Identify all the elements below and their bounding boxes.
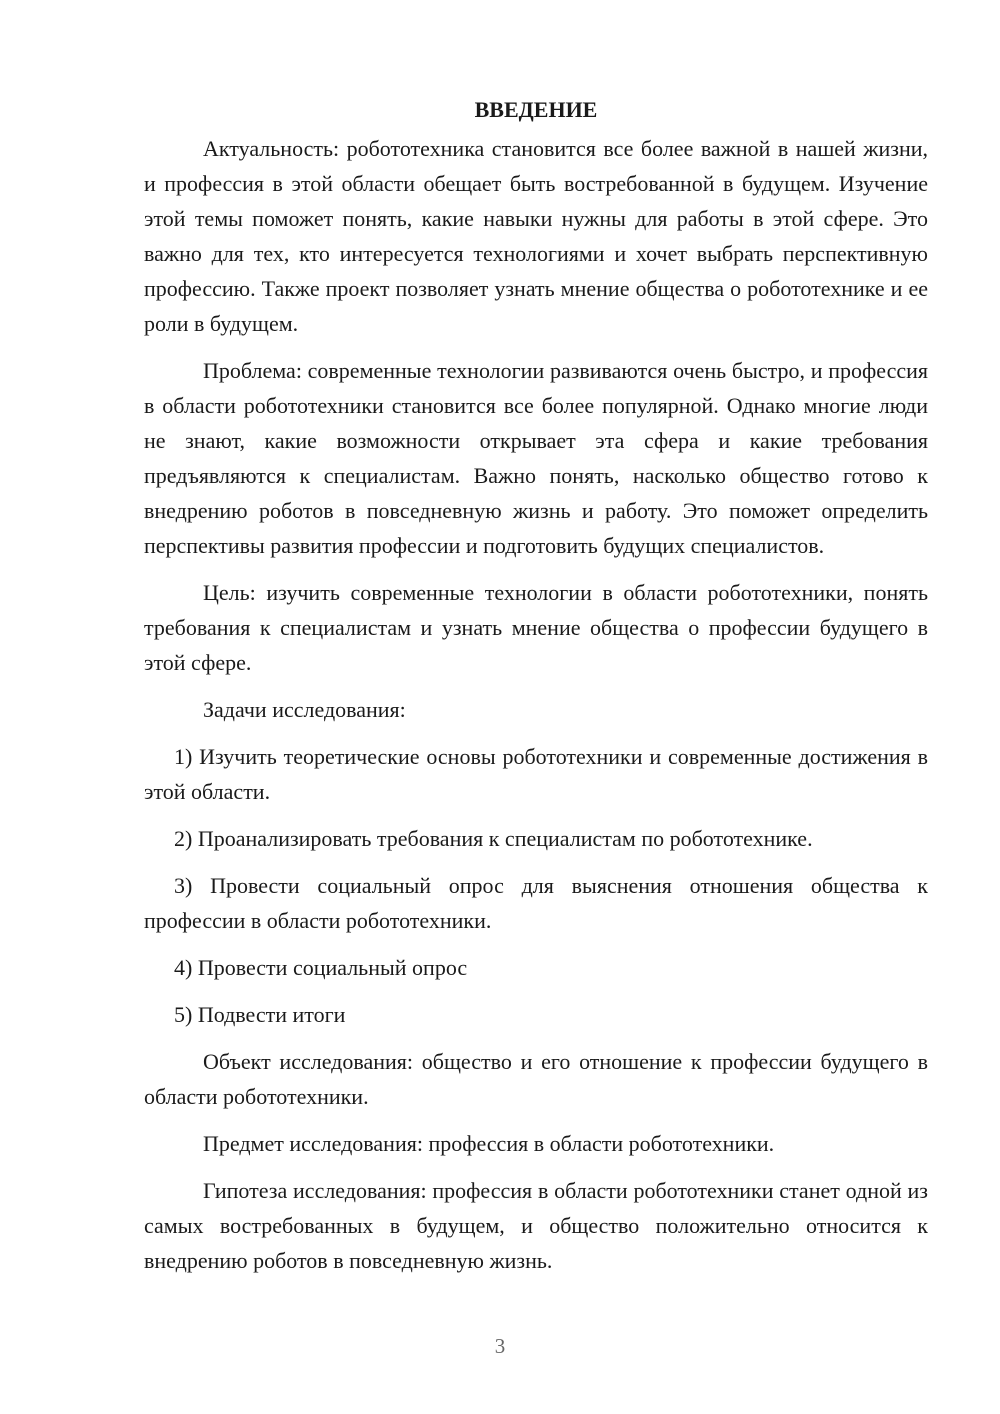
task-item-3: 3) Провести социальный опрос для выяснения отношения общества к профессии в области робототехники.	[144, 873, 928, 933]
task-item-4: 4) Провести социальный опрос	[174, 955, 468, 980]
paragraph-goal: Цель: изучить современные технологии в области робототехники, понять требования к специалистам и узнать мнение общества о профессии будущего в этой сфере.	[144, 580, 928, 675]
paragraph-object: Объект исследования: общество и его отношение к профессии будущего в области робототехники.	[144, 1049, 928, 1109]
document-page	[144, 92, 928, 1290]
paragraph-problem: Проблема: современные технологии развиваются очень быстро, и профессия в области робототехники становится все более популярной. Однако многие люди не знают, какие возможности открывает эта сфера и какие требования предъявляются к специалистам. Важно понять, насколько общество готово к внедрению роботов в повседневную жизнь и работу. Это поможет определить перспективы развития профессии и подготовить будущих специалистов.	[144, 358, 928, 558]
page-title: ВВЕДЕНИЕ	[474, 97, 598, 122]
tasks-heading: Задачи исследования:	[203, 697, 406, 722]
task-item-2: 2) Проанализировать требования к специалистам по робототехнике.	[174, 826, 813, 851]
paragraph-subject: Предмет исследования: профессия в области робототехники.	[203, 1131, 775, 1156]
page-number: 3	[494, 1334, 506, 1358]
task-item-1: 1) Изучить теоретические основы робототехники и современные достижения в этой области.	[144, 744, 928, 804]
paragraph-hypothesis: Гипотеза исследования: профессия в области робототехники станет одной из самых востребованных в будущем, и общество положительно относится к внедрению роботов в повседневную жизнь.	[144, 1178, 928, 1273]
task-item-5: 5) Подвести итоги	[174, 1002, 346, 1027]
paragraph-relevance: Актуальность: робототехника становится все более важной в нашей жизни, и профессия в этой области обещает быть востребованной в будущем. Изучение этой темы поможет понять, какие навыки нужны для работы в этой сфере. Это важно для тех, кто интересуется технологиями и хочет выбрать перспективную профессию. Также проект позволяет узнать мнение общества о робототехнике и ее роли в будущем.	[144, 136, 928, 336]
